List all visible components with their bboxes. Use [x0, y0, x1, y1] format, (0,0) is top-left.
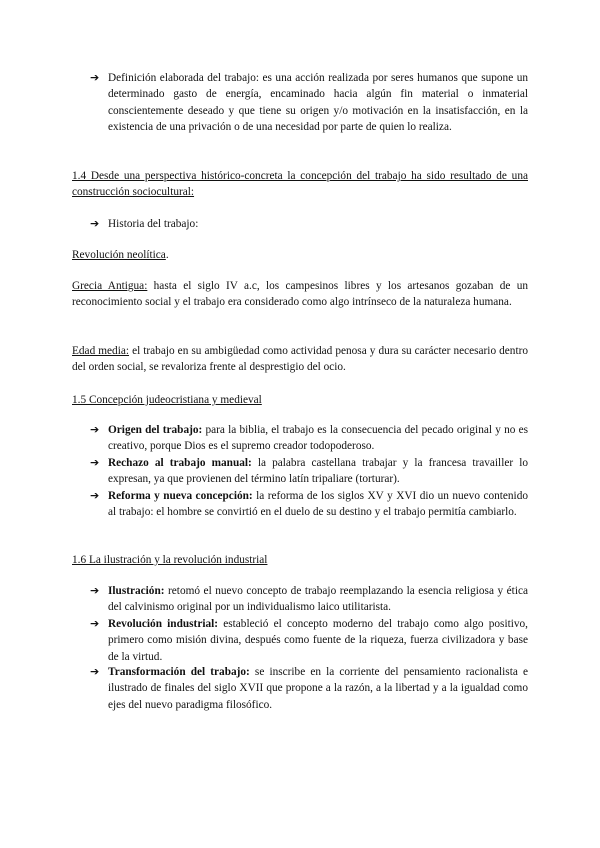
list-item-term: Origen del trabajo:	[108, 424, 203, 436]
arrow-icon: ➔	[90, 665, 100, 678]
grecia-antigua-paragraph	[72, 278, 528, 311]
list-item-text: se inscribe en la corriente del pensamiento racionalista e ilustrado de finales del siglo XVII que propone a la razón, a la libertad y a la igualdad como ejes del nuevo paradigma filosófico.	[108, 666, 528, 711]
list-item-term: Ilustración:	[108, 585, 165, 597]
list-item	[90, 488, 528, 521]
list-item-text: la reforma de los siglos XV y XVI dio un nuevo contenido al trabajo: el hombre se convirtió en el duelo de su destino y el trabajo permitía cambiarlo.	[108, 490, 528, 519]
grecia-antigua-label: Grecia Antigua:	[72, 280, 148, 292]
section-1-4-heading: 1.4 Desde una perspectiva histórico-concreta la concepción del trabajo ha sido resultado de una construcción sociocultural:	[72, 170, 528, 199]
revolucion-neolitica-period: .	[165, 249, 169, 261]
list-item-text: retomó el nuevo concepto de trabajo reemplazando la esencia religiosa y ética del calvinismo original por un individualismo laico utilitarista.	[108, 585, 528, 614]
section-1-6-heading: 1.6 La ilustración y la revolución industrial	[72, 554, 268, 566]
arrow-icon: ➔	[90, 584, 100, 597]
grecia-antigua-text: hasta el siglo IV a.c, los campesinos libres y los artesanos gozaban de un reconocimiento social y el trabajo era considerado como algo intrínseco de la naturaleza humana.	[72, 280, 528, 309]
edad-media-text: el trabajo en su ambigüedad como actividad penosa y dura su carácter necesario dentro del orden social, se revaloriza frente al desprestigio del ocio.	[72, 345, 529, 374]
list-item	[90, 583, 528, 616]
arrow-icon: ➔	[90, 456, 100, 469]
edad-media-paragraph	[72, 343, 528, 376]
list-item-term: Reforma y nueva concepción:	[108, 490, 253, 502]
arrow-icon: ➔	[90, 489, 100, 502]
list-item	[90, 616, 528, 665]
list-item	[90, 455, 528, 488]
list-item-term: Revolución industrial:	[108, 618, 219, 630]
list-item-term: Rechazo al trabajo manual:	[108, 457, 252, 469]
list-item-text: estableció el concepto moderno del trabajo como algo positivo, primero como misión divina, después como fuente de la riqueza, fuerza civilizadora y base de la virtud.	[108, 618, 528, 663]
list-item	[90, 422, 528, 455]
arrow-icon: ➔	[90, 617, 100, 630]
section-1-5-heading: 1.5 Concepción judeocristiana y medieval	[72, 394, 262, 406]
arrow-icon: ➔	[90, 423, 100, 436]
bullet-historia-text: Historia del trabajo:	[108, 218, 199, 230]
revolucion-neolitica-label: Revolución neolítica	[72, 249, 166, 261]
list-item-term: Transformación del trabajo:	[108, 666, 250, 678]
arrow-icon: ➔	[90, 71, 100, 84]
bullet-definicion-text: Definición elaborada del trabajo: es una acción realizada por seres humanos que supone un determinado gasto de energía, encaminado hacia algún fin material o inmaterial conscientemente deseado y que tiene su origen y/o motivación en la insatisfacción, en la existencia de una privación o de una necesidad por parte de quien lo realiza.	[108, 72, 528, 134]
arrow-icon: ➔	[90, 217, 100, 230]
bullet-definicion	[90, 70, 528, 136]
revolucion-neolitica	[72, 247, 528, 263]
list-item-text: la palabra castellana trabajar y la francesa travailler lo expresan, ya que provienen del término latín tripaliare (torturar).	[108, 457, 528, 486]
list-item-text: para la biblia, el trabajo es la consecuencia del pecado original y no es creativo, porque Dios es el supremo creador todopoderoso.	[108, 424, 528, 453]
bullet-historia	[90, 216, 528, 232]
edad-media-label: Edad media:	[72, 345, 130, 357]
list-item	[90, 664, 528, 713]
